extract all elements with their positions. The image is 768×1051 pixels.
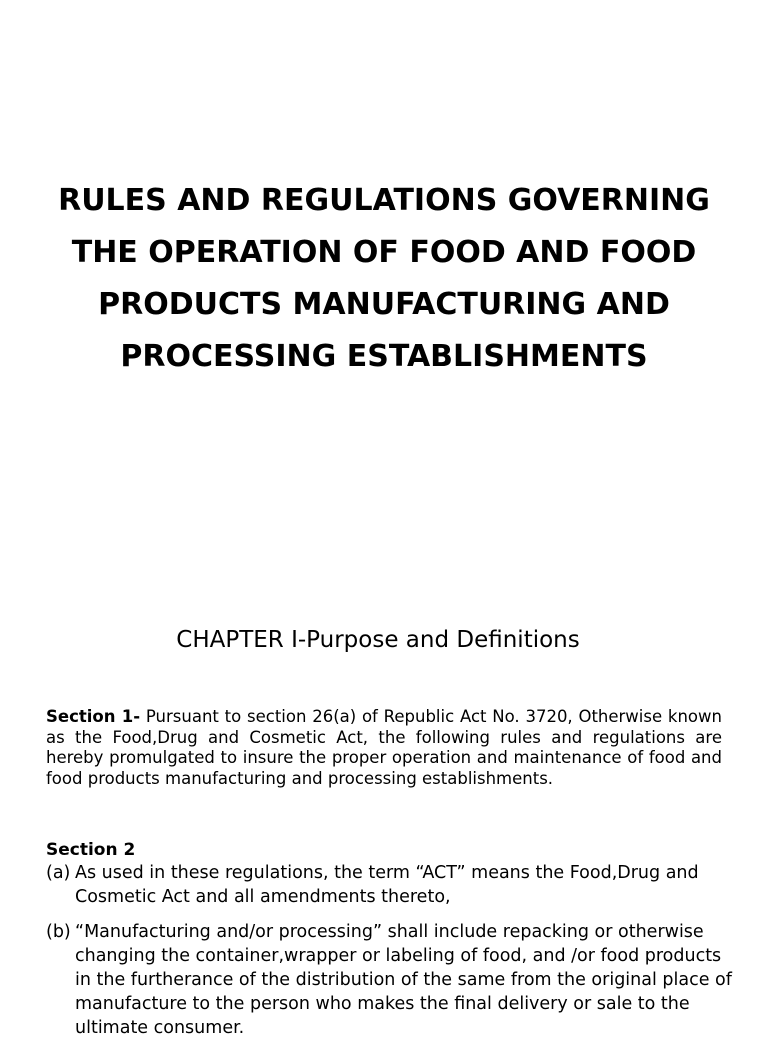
list-item [46, 920, 736, 1040]
section-1-paragraph [46, 707, 722, 789]
section-1-label: Section 1- [46, 707, 141, 726]
list-item-text: As used in these regulations, the term “ACT” means the Food,Drug and Cosmetic Act and all amendments thereto, [75, 863, 699, 907]
list-item-label: (b) [46, 922, 71, 942]
list-item-label: (a) [46, 863, 71, 883]
document-title [0, 175, 768, 383]
title-line: PRODUCTS MANUFACTURING AND [98, 287, 670, 322]
section-2-heading: Section 2 [46, 840, 136, 860]
section-2-list [46, 861, 736, 1051]
list-item [46, 861, 736, 909]
title-line: THE OPERATION OF FOOD AND FOOD [71, 235, 697, 270]
list-item-text: “Manufacturing and/or processing” shall include repacking or otherwise changing the container,wrapper or labeling of food, and /or food products in the furtherance of the distribution of the same from the original place of manufacture to the person who makes the final delivery or sale to the ultimate consumer. [75, 922, 732, 1038]
chapter-heading: CHAPTER I-Purpose and Definitions [176, 627, 580, 653]
title-line: PROCESSING ESTABLISHMENTS [120, 339, 648, 374]
section-1-text: Pursuant to section 26(a) of Republic Act No. 3720, Otherwise known as the Food,Drug and Cosmetic Act, the following rules and regulations are hereby promulgated to insure the proper operation and maintenance of food and food products manufacturing and processing establishments. [46, 707, 722, 788]
title-line: RULES AND REGULATIONS GOVERNING [58, 183, 710, 218]
